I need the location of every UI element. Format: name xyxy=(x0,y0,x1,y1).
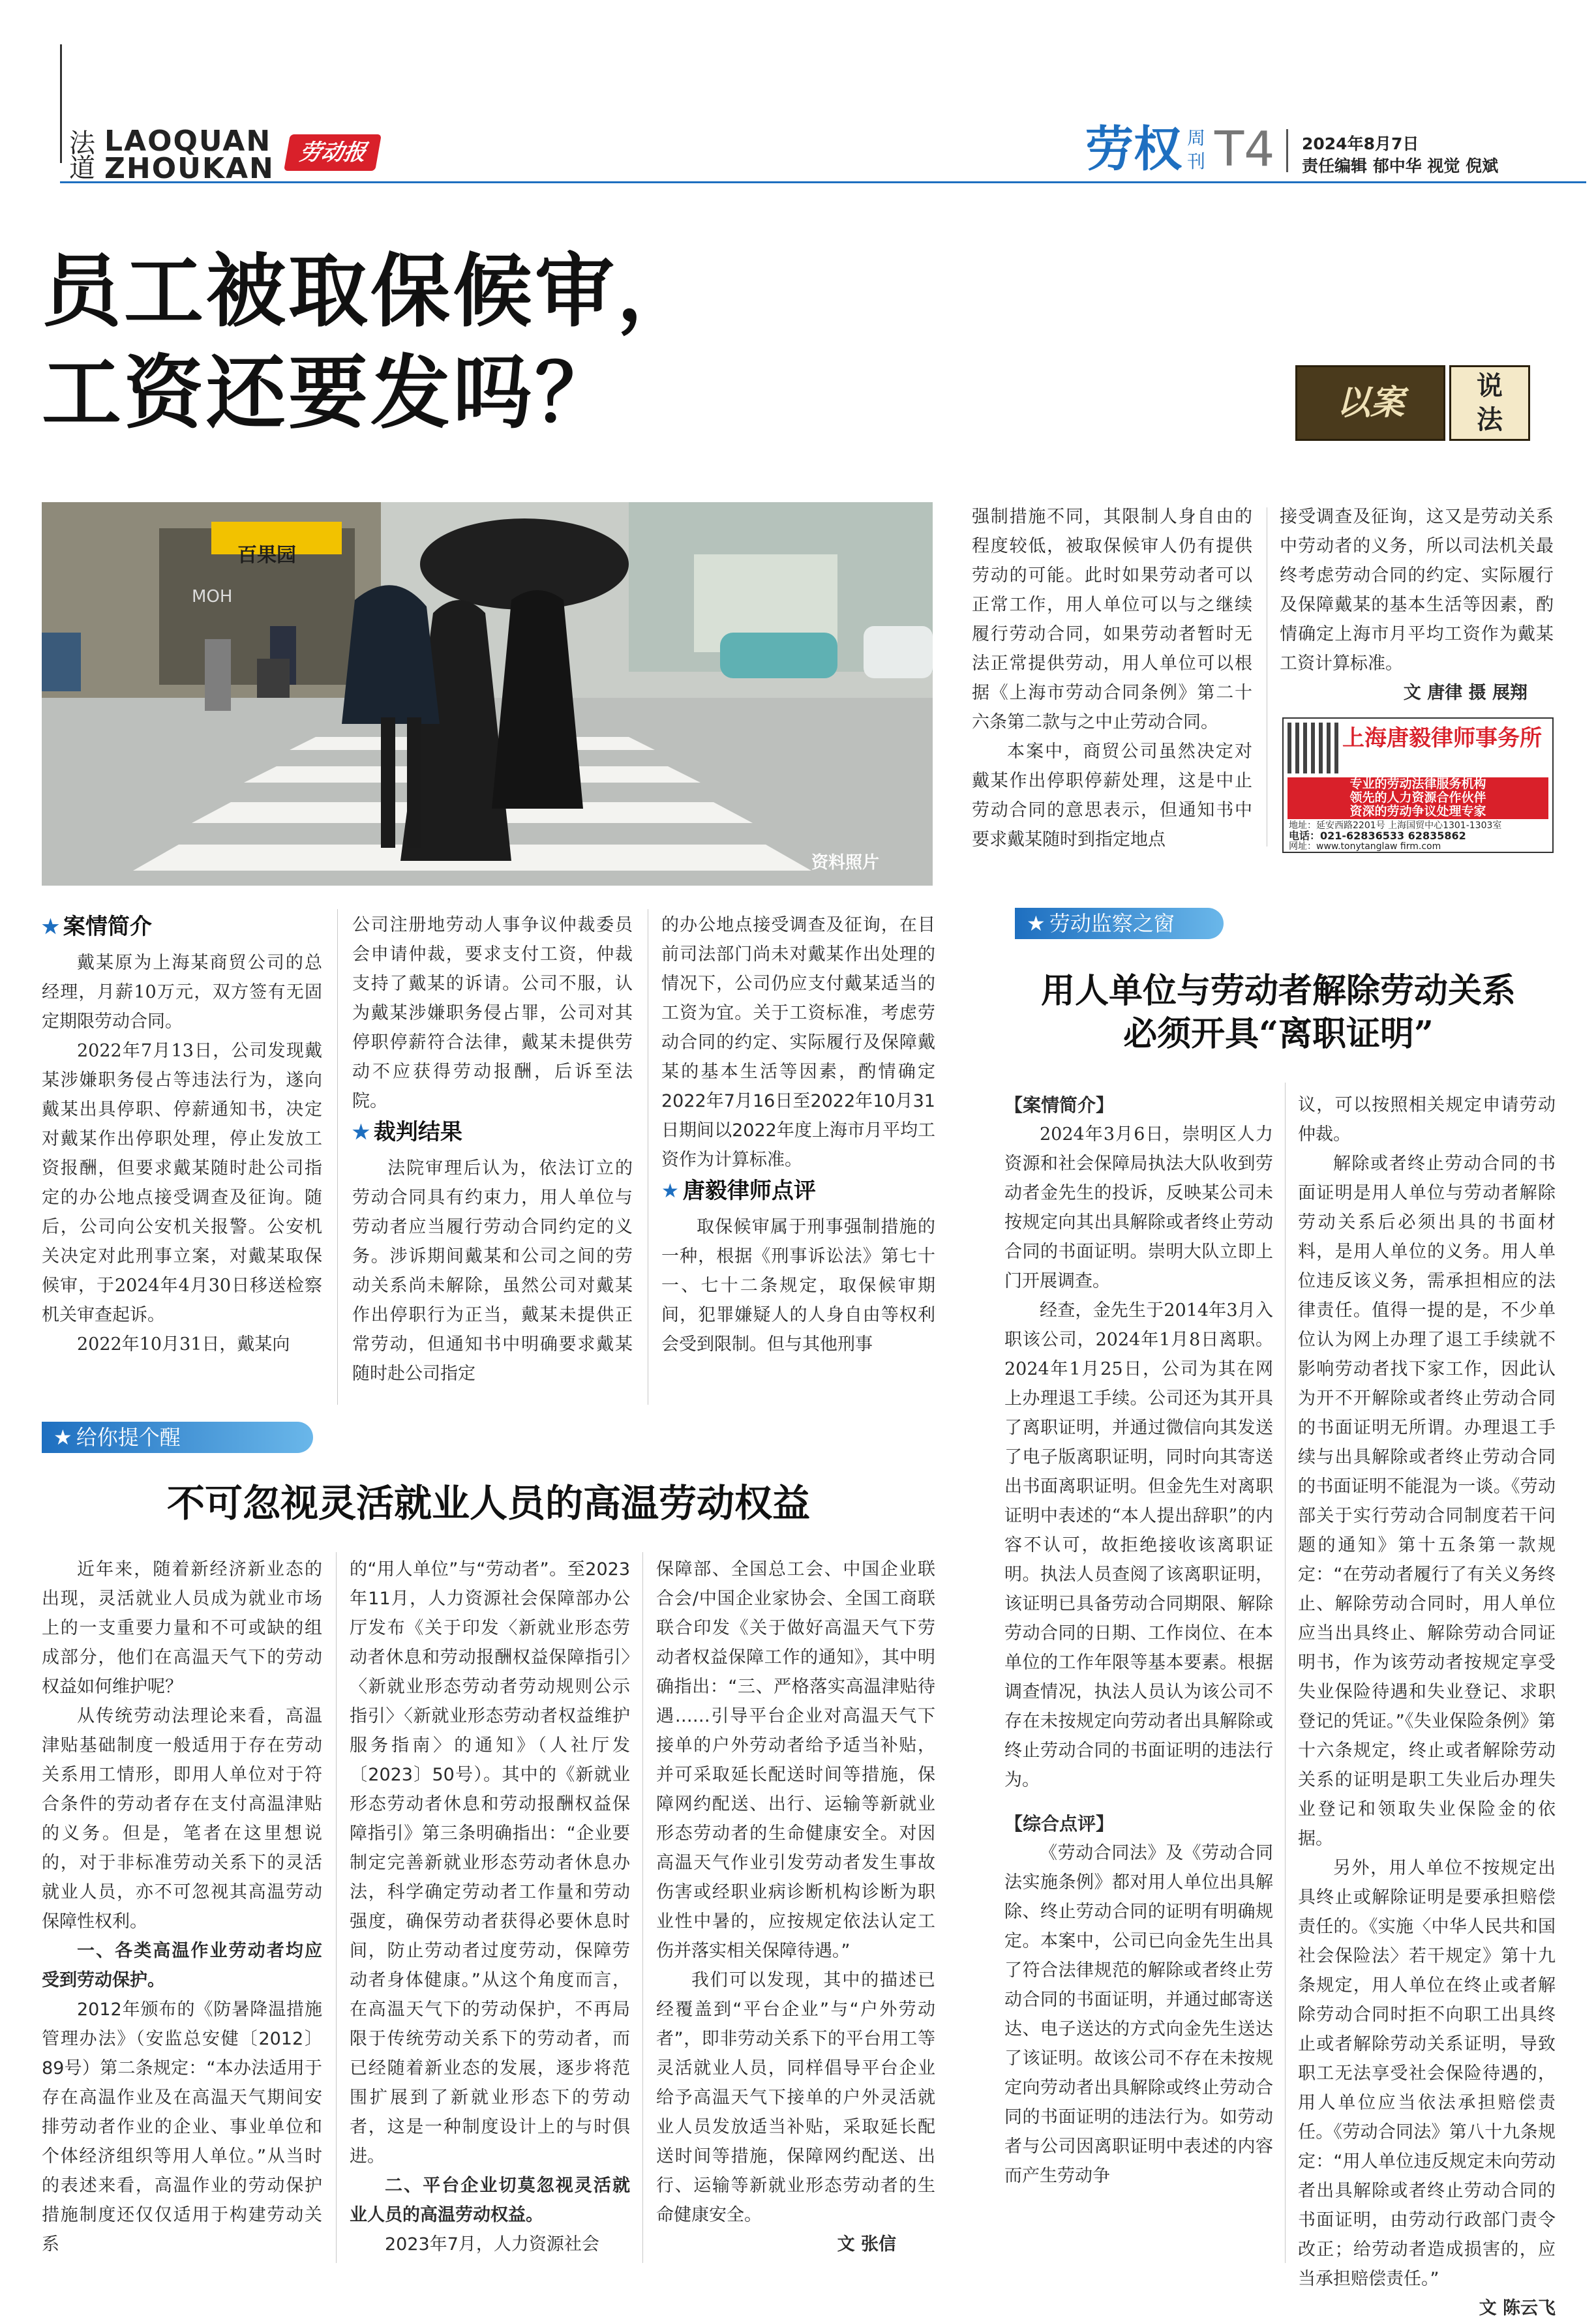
section-heading-case xyxy=(42,912,322,942)
paragraph: 2023年7月，人力资源社会 xyxy=(385,2234,599,2255)
masthead-rule-vertical xyxy=(60,44,62,163)
subheading: 二、平台企业切莫忽视灵活就业人员的高温劳动权益。 xyxy=(350,2176,630,2225)
section-heading-comment-text: 唐毅律师点评 xyxy=(682,1177,816,1204)
paragraph: 的办公地点接受调查及征询，在目前司法部门尚未对戴某作出处理的情况下，公司仍应支付戴某适当的工资为宜。关于工资标准，考虑劳动合同的约定、实际履行及保障戴某的基本生活等因素，酌情确定2022年7月16日至2022年10月31日期间以2022年度上海市月平均工资作为计算标准。 xyxy=(661,915,935,1170)
ad-address: 地址：延安西路2201号 上海国贸中心1301-1303室 xyxy=(1289,820,1502,831)
photo-caption: 资料照片 xyxy=(811,853,880,873)
star-icon: ★ xyxy=(53,1425,72,1450)
badge-left xyxy=(1295,365,1445,441)
paragraph: 我们可以发现，其中的描述已经覆盖到“平台企业”与“户外劳动者”，即非劳动关系下的平台用工等灵活就业人员，同样倡导平台企业给予高温天气下接单的户外灵活就业人员发放适当补贴，采取延长配送时间等措施，保障网约配送、出行、运输等新就业形态劳动者的生命健康安全。 xyxy=(656,1970,935,2225)
paragraph: 经查，金先生于2014年3月入职该公司，2024年1月8日离职。2024年1月25日，公司为其在网上办理退工手续。公司还为其开具了离职证明，并通过微信向其发送了电子版离职证明，同时向其寄送出书面离职证明。但金先生对离职证明中表述的“本人提出辞职”的内容不认可，故拒绝接收该离职证明。执法人员查阅了该离职证明，该证明已具备劳动合同期限、解除劳动合同的日期、工作岗位、在本单位的工作年限等基本要素。根据调查情况，执法人员认为该公司不存在未按规定向劳动者出具解除或终止劳动合同的书面证明的违法行为。 xyxy=(1004,1300,1273,1790)
law-firm-ad[interactable] xyxy=(1282,717,1554,853)
badge-right-bottom: 法 xyxy=(1477,404,1503,435)
star-icon: ★ xyxy=(352,1120,370,1144)
paragraph: 保障部、全国总工会、中国企业联合会/中国企业家协会、全国工商联联合印发《关于做好高温天气下劳动者权益保障工作的通知》，其中明确指出：“三、严格落实高温津贴待遇……引导平台企业对高温天气下接单的户外劳动者给予适当补贴，并可采取延长配送时间等措施，保障网约配送、出行、运输等新就业形态劳动者的生命健康安全。对因高温天气作业引发劳动者发生事故伤害或经职业病诊断机构诊断为职业性中暑的，应按规定依法认定工伤并落实相关保障待遇。” xyxy=(656,1559,935,1961)
paragraph: 接受调查及征询，这又是劳动关系中劳动者的义务，所以司法机关最终考虑劳动合同的约定、实际履行及保障戴某的基本生活等因素，酌情确定上海市月平均工资作为戴某工资计算标准。 xyxy=(1280,507,1554,674)
section-sub-1: 周 xyxy=(1187,127,1206,149)
paragraph: 本案中，商贸公司虽然决定对戴某作出停职停薪处理，这是中止劳动合同的意思表示，但通知书中要求戴某随时到指定地点 xyxy=(972,742,1252,850)
masthead-rule-short xyxy=(1286,129,1288,172)
paragraph: 强制措施不同，其限制人身自由的程度较低，被取保候审人仍有提供劳动的可能。此时如果劳动者可以正常工作，用人单位可以与之继续履行劳动合同，如果劳动者暂时无法正常提供劳动，用人单位可以根据《上海市劳动合同条例》第二十六条第二款与之中止劳动合同。 xyxy=(972,507,1252,732)
photo-sign-1: 百果园 xyxy=(237,544,296,567)
article3-section-comment: 【综合点评】 xyxy=(1004,1813,1115,1835)
star-icon: ★ xyxy=(661,1179,679,1203)
ad-tagline-box xyxy=(1287,777,1548,819)
article1-col-1 xyxy=(42,910,322,1359)
article3-section-case: 【案情简介】 xyxy=(1004,1094,1115,1116)
paragraph: 法院审理后认为，依法订立的劳动合同具有约束力，用人单位与劳动者应当履行劳动合同约定的义务。涉诉期间戴某和公司之间的劳动关系尚未解除，虽然公司对戴某作出停职行为正当，戴某未提供正常劳动，但通知书中明确要求戴某随时赴公司指定 xyxy=(352,1158,633,1384)
masthead-left-top: 法 xyxy=(69,128,95,158)
ad-tagline-2: 领先的人力资源合作伙伴 xyxy=(1349,790,1486,805)
headline-line-1: 员工被取保候审， xyxy=(42,244,699,338)
paragraph: 从传统劳动法理论来看，高温津贴基础制度一般适用于存在劳动关系用工情形，即用人单位对于符合条件的劳动者存在支付高温津贴的义务。但是，笔者在这里想说的，对于非标准劳动关系下的灵活就业人员，亦不可忽视其高温劳动保障性权利。 xyxy=(42,1706,322,1932)
column-rule xyxy=(337,909,338,1405)
paragraph: 2022年10月31日，戴某向 xyxy=(77,1334,290,1355)
section-title: 劳权 xyxy=(1085,121,1182,177)
paragraph: 《劳动合同法》及《劳动合同法实施条例》都对用人单位出具解除、终止劳动合同的证明有明确规定。本案中，公司已向金先生出具了符合法律规范的解除或者终止劳动合同的书面证明，并通过邮寄送达、电子送达的方式向金先生送达了该证明。故该公司不存在未按规定向劳动者出具解除或终止劳动合同的书面证明的违法行为。如劳动者与公司因离职证明中表述的内容而产生劳动争 xyxy=(1004,1843,1273,2186)
paragraph: 另外，用人单位不按规定出具终止或解除证明是要承担赔偿责任的。《实施〈中华人民共和国社会保险法〉若干规定》第十九条规定，用人单位在终止或者解除劳动合同时拒不向职工出具终止或者解除劳动关系证明，导致职工无法享受社会保险待遇的，用人单位应当依法承担赔偿责任。《劳动合同法》第八十九条规定：“用人单位违反规定未向劳动者出具解除或者终止劳动合同的书面证明，由劳动行政部门责令改正；给劳动者造成损害的，应当承担赔偿责任。” xyxy=(1298,1858,1556,2289)
column-rule xyxy=(1285,1083,1286,2263)
page-number: T4 xyxy=(1214,121,1275,177)
article2-col-3 xyxy=(656,1555,935,2259)
section-heading-judge xyxy=(352,1117,633,1147)
column-rule xyxy=(336,1552,337,2263)
article2-banner-text: 给你提个醒 xyxy=(76,1425,181,1450)
paragraph: 2012年颁布的《防暑降温措施管理办法》（安监总安健〔2012〕89号）第二条规定：“本办法适用于存在高温作业及在高温天气期间安排劳动者作业的企业、事业单位和个体经济组织等用人单位。”从当时的表述来看，高温作业的劳动保护措施制度还仅仅适用于构建劳动关系 xyxy=(42,2000,322,2255)
paragraph: 近年来，随着新经济新业态的出现，灵活就业人员成为就业市场上的一支重要力量和不可或缺的组成部分，他们在高温天气下的劳动权益如何维护呢？ xyxy=(42,1559,322,1697)
photo-scene xyxy=(42,502,933,886)
ad-firm-name: 上海唐毅律师事务所 xyxy=(1342,725,1542,751)
paragraph: 取保候审属于刑事强制措施的一种，根据《刑事诉讼法》第七十一、七十二条规定，取保候审期间，犯罪嫌疑人的人身自由等权利会受到限制。但与其他刑事 xyxy=(661,1217,935,1355)
masthead-left-bottom: 道 xyxy=(69,153,95,183)
paragraph: 公司注册地劳动人事争议仲裁委员会申请仲裁，要求支付工资，仲裁支持了戴某的诉请。公司不服，认为戴某涉嫌职务侵占罪，公司对其停职停薪符合法律，戴某未提供劳动不应获得劳动报酬，后诉至法院。 xyxy=(352,915,633,1111)
article1-byline: 文 唐律 摄 展翔 xyxy=(1403,683,1528,703)
article3-banner-text: 劳动监察之窗 xyxy=(1049,911,1175,936)
section-heading-judge-text: 裁判结果 xyxy=(373,1118,462,1145)
paragraph: 戴某原为上海某商贸公司的总经理，月薪10万元，双方签有无固定期限劳动合同。 xyxy=(42,953,322,1032)
news-photo xyxy=(42,502,933,886)
paragraph: 的“用人单位”与“劳动者”。至2023年11月，人力资源社会保障部办公厅发布《关于印发〈新就业形态劳动者休息和劳动报酬权益保障指引〉〈新就业形态劳动者劳动规则公示指引〉〈新就业形态劳动者权益维护服务指南〉的通知》（人社厅发〔2023〕50号）。其中的《新就业形态劳动者休息和劳动报酬权益保障指引》第三条明确指出：“企业要制定完善新就业形态劳动者休息办法，科学确定劳动者工作量和劳动强度，确保劳动者获得必要休息时间，防止劳动者过度劳动，保障劳动者身体健康。”从这个角度而言，在高温天气下的劳动保护，不再局限于传统劳动关系下的劳动者，而已经随着新业态的发展，逐步将范围扩展到了新就业形态下的劳动者，这是一种制度设计上的与时俱进。 xyxy=(350,1559,630,2166)
paragraph: 2022年7月13日，公司发现戴某涉嫌职务侵占等违法行为，遂向戴某出具停职、停薪通知书，决定对戴某作出停职处理，停止发放工资报酬，但要求戴某随时赴公司指定的办公地点接受调查及征询。随后，公司向公安机关报警。公安机关决定对此刑事立案，对戴某取保候审，于2024年4月30日移送检察机关审查起诉。 xyxy=(42,1041,322,1325)
section-heading-comment xyxy=(661,1176,935,1206)
paragraph: 解除或者终止劳动合同的书面证明是用人单位与劳动者解除劳动关系后必须出具的书面材料，是用人单位的义务。用人单位违反该义务，需承担相应的法律责任。值得一提的是，不少单位认为网上办理了退工手续就不影响劳动者找下家工作，因此认为开不开解除或者终止劳动合同的书面证明无所谓。办理退工手续与出具解除或者终止劳动合同的书面证明不能混为一谈。《劳动部关于实行劳动合同制度若干问题的通知》第十五条第一款规定：“在劳动者履行了有关义务终止、解除劳动合同时，用人单位应当出具终止、解除劳动合同证明书，作为该劳动者按规定享受失业保险待遇和失业登记、求职登记的凭证。”《失业保险条例》第十六条规定，终止或者解除劳动关系的证明是职工失业后办理失业登记和领取失业保险金的依据。 xyxy=(1298,1154,1556,1849)
paragraph: 议，可以按照相关规定申请劳动仲裁。 xyxy=(1298,1095,1556,1145)
article1-col-5 xyxy=(1280,502,1554,708)
article2-col-1 xyxy=(42,1555,322,2259)
article2-title: 不可忽视灵活就业人员的高温劳动权益 xyxy=(166,1481,810,1525)
section-sub-2: 刊 xyxy=(1187,151,1206,172)
photo-sign-2: MOH xyxy=(192,587,233,607)
paragraph: 2024年3月6日，崇明区人力资源和社会保障局执法大队收到劳动者金先生的投诉，反映某公司未按规定向其出具解除或者终止劳动合同的书面证明。崇明大队立即上门开展调查。 xyxy=(1004,1124,1273,1291)
section-heading-case-text: 案情简介 xyxy=(63,913,152,940)
article1-col-2 xyxy=(352,910,633,1388)
article3-col-1 xyxy=(1004,1090,1273,2191)
issue-date: 2024年8月7日 xyxy=(1302,134,1419,153)
column-rule xyxy=(642,1552,643,2263)
article3-title-line-2: 必须开具“离职证明” xyxy=(1123,1014,1434,1054)
headline-line-2: 工资还要发吗？ xyxy=(42,346,617,440)
ad-phone: 电话：021-62836533 62835862 xyxy=(1289,830,1466,842)
editors-credit: 责任编辑 郁中华 视觉 倪斌 xyxy=(1302,157,1499,175)
article2-col-2 xyxy=(350,1555,630,2259)
masthead-underline xyxy=(60,181,1586,183)
masthead-name-bottom: ZHOUKAN xyxy=(104,152,275,185)
article3-banner xyxy=(1015,908,1224,939)
ad-website: 网址：www.tonytanglaw firm.com xyxy=(1289,841,1441,852)
ad-tagline-3: 资深的劳动争议处理专家 xyxy=(1349,804,1486,818)
qr-code-icon xyxy=(1287,723,1338,773)
column-badge xyxy=(1295,365,1530,441)
star-icon: ★ xyxy=(1027,911,1046,936)
newspaper-logo xyxy=(284,134,382,171)
article3-col-2 xyxy=(1298,1090,1556,2323)
subheading: 一、各类高温作业劳动者均应受到劳动保护。 xyxy=(42,1941,322,1990)
badge-right xyxy=(1449,365,1530,441)
logo-text: 劳动报 xyxy=(297,140,369,166)
article1-col-3 xyxy=(661,910,935,1359)
badge-left-text: 以案 xyxy=(1336,383,1404,423)
masthead-name-top: LAOQUAN xyxy=(104,125,272,158)
article2-banner xyxy=(42,1422,313,1453)
article3-byline: 文 陈云飞 xyxy=(1479,2298,1556,2318)
masthead xyxy=(0,0,1596,189)
article1-col-4 xyxy=(972,502,1252,854)
ad-tagline-1: 专业的劳动法律服务机构 xyxy=(1349,777,1486,791)
article2-byline: 文 张信 xyxy=(837,2234,896,2255)
star-icon: ★ xyxy=(42,915,59,938)
badge-right-top: 说 xyxy=(1477,370,1503,401)
article3-title-line-1: 用人单位与劳动者解除劳动关系 xyxy=(1040,971,1516,1011)
